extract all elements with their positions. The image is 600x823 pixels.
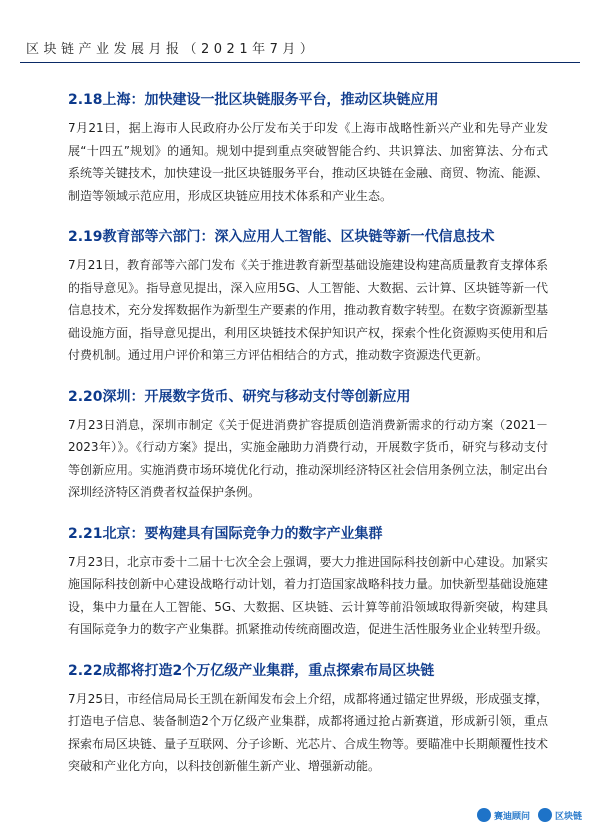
section-paragraph: 7月21日，教育部等六部门发布《关于推进教育新型基础设施建设构建高质量教育支撑体系的指导意见》。指导意见提出，深入应用5G、人工智能、大数据、云计算、区块链等新一代信息技术，充分发挥数据作为新型生产要素的作用，推动教育数字转型。在数字资源新型基础设施方面，指导意见提出，利用区块链技术保护知识产权，探索个性化资源购买使用和后付费机制。通过用户评价和第三方评估相结合的方式，推动数字资源迭代更新。 <box>68 258 549 362</box>
report-content <box>68 90 548 798</box>
blockchain-logo-icon <box>538 808 552 822</box>
section-heading: 2.21北京：要构建具有国际竞争力的数字产业集群 <box>68 525 383 542</box>
ccid-logo-text: 赛迪顾问 <box>493 811 530 822</box>
section-paragraph: 7月23日消息，深圳市制定《关于促进消费扩容提质创造消费新需求的行动方案（2021－2023年）》。《行动方案》提出，实施金融助力消费行动，开展数字货币，研究与移动支付等创新应用。实施消费市场环境优化行动，推动深圳经济特区社会信用条例立法，制定出台深圳经济特区消费者权益保护条例。 <box>68 417 549 499</box>
logo-ccid <box>477 808 530 822</box>
logo-blockchain <box>538 808 582 822</box>
page-header <box>0 0 600 66</box>
footer-logos <box>477 807 582 823</box>
header-divider <box>20 62 580 63</box>
report-title: 区块链产业发展月报（2021年7月） <box>26 42 318 57</box>
section-paragraph: 7月25日，市经信局局长王凯在新闻发布会上介绍，成都将通过锚定世界级，形成强支撑，打造电子信息、装备制造2个万亿级产业集群，成都将通过抢占新赛道，形成新引领，重点探索布局区块链、量子互联网、分子诊断、光芯片、合成生物等。要瞄准中长期颠覆性技术突破和产业化方向，以科技创新催生新产业、增强新动能。 <box>68 691 549 773</box>
section-heading: 2.20深圳：开展数字货币、研究与移动支付等创新应用 <box>68 388 411 405</box>
ccid-logo-icon <box>477 808 491 822</box>
news-section <box>68 661 548 778</box>
blockchain-logo-text: 区块链 <box>554 811 582 822</box>
news-section <box>68 524 548 641</box>
news-section <box>68 387 548 504</box>
news-section <box>68 227 548 367</box>
news-section <box>68 90 548 207</box>
section-heading: 2.19教育部等六部门：深入应用人工智能、区块链等新一代信息技术 <box>68 229 495 245</box>
section-paragraph: 7月23日，北京市委十二届十七次全会上强调，要大力推进国际科技创新中心建设。加紧实施国际科技创新中心建设战略行动计划，着力打造国家战略科技力量。加快新型基础设施建设，集中力量在人工智能、5G、大数据、区块链、云计算等前沿领域取得新突破，构建具有国际竞争力的数字产业集群。抓紧推动传统商圈改造，促进生活性服务业企业转型升级。 <box>68 554 549 636</box>
section-heading: 2.22成都将打造2个万亿级产业集群，重点探索布局区块链 <box>68 662 435 679</box>
section-paragraph: 7月21日，据上海市人民政府办公厅发布关于印发《上海市战略性新兴产业和先导产业发展“十四五”规划》的通知。规划中提到重点突破智能合约、共识算法、加密算法、分布式系统等关键技术，加快建设一批区块链服务平台，推动区块链在金融、商贸、物流、能源、制造等领域示范应用，形成区块链应用技术体系和产业生态。 <box>68 121 549 203</box>
section-heading: 2.18上海：加快建设一批区块链服务平台，推动区块链应用 <box>68 92 439 108</box>
